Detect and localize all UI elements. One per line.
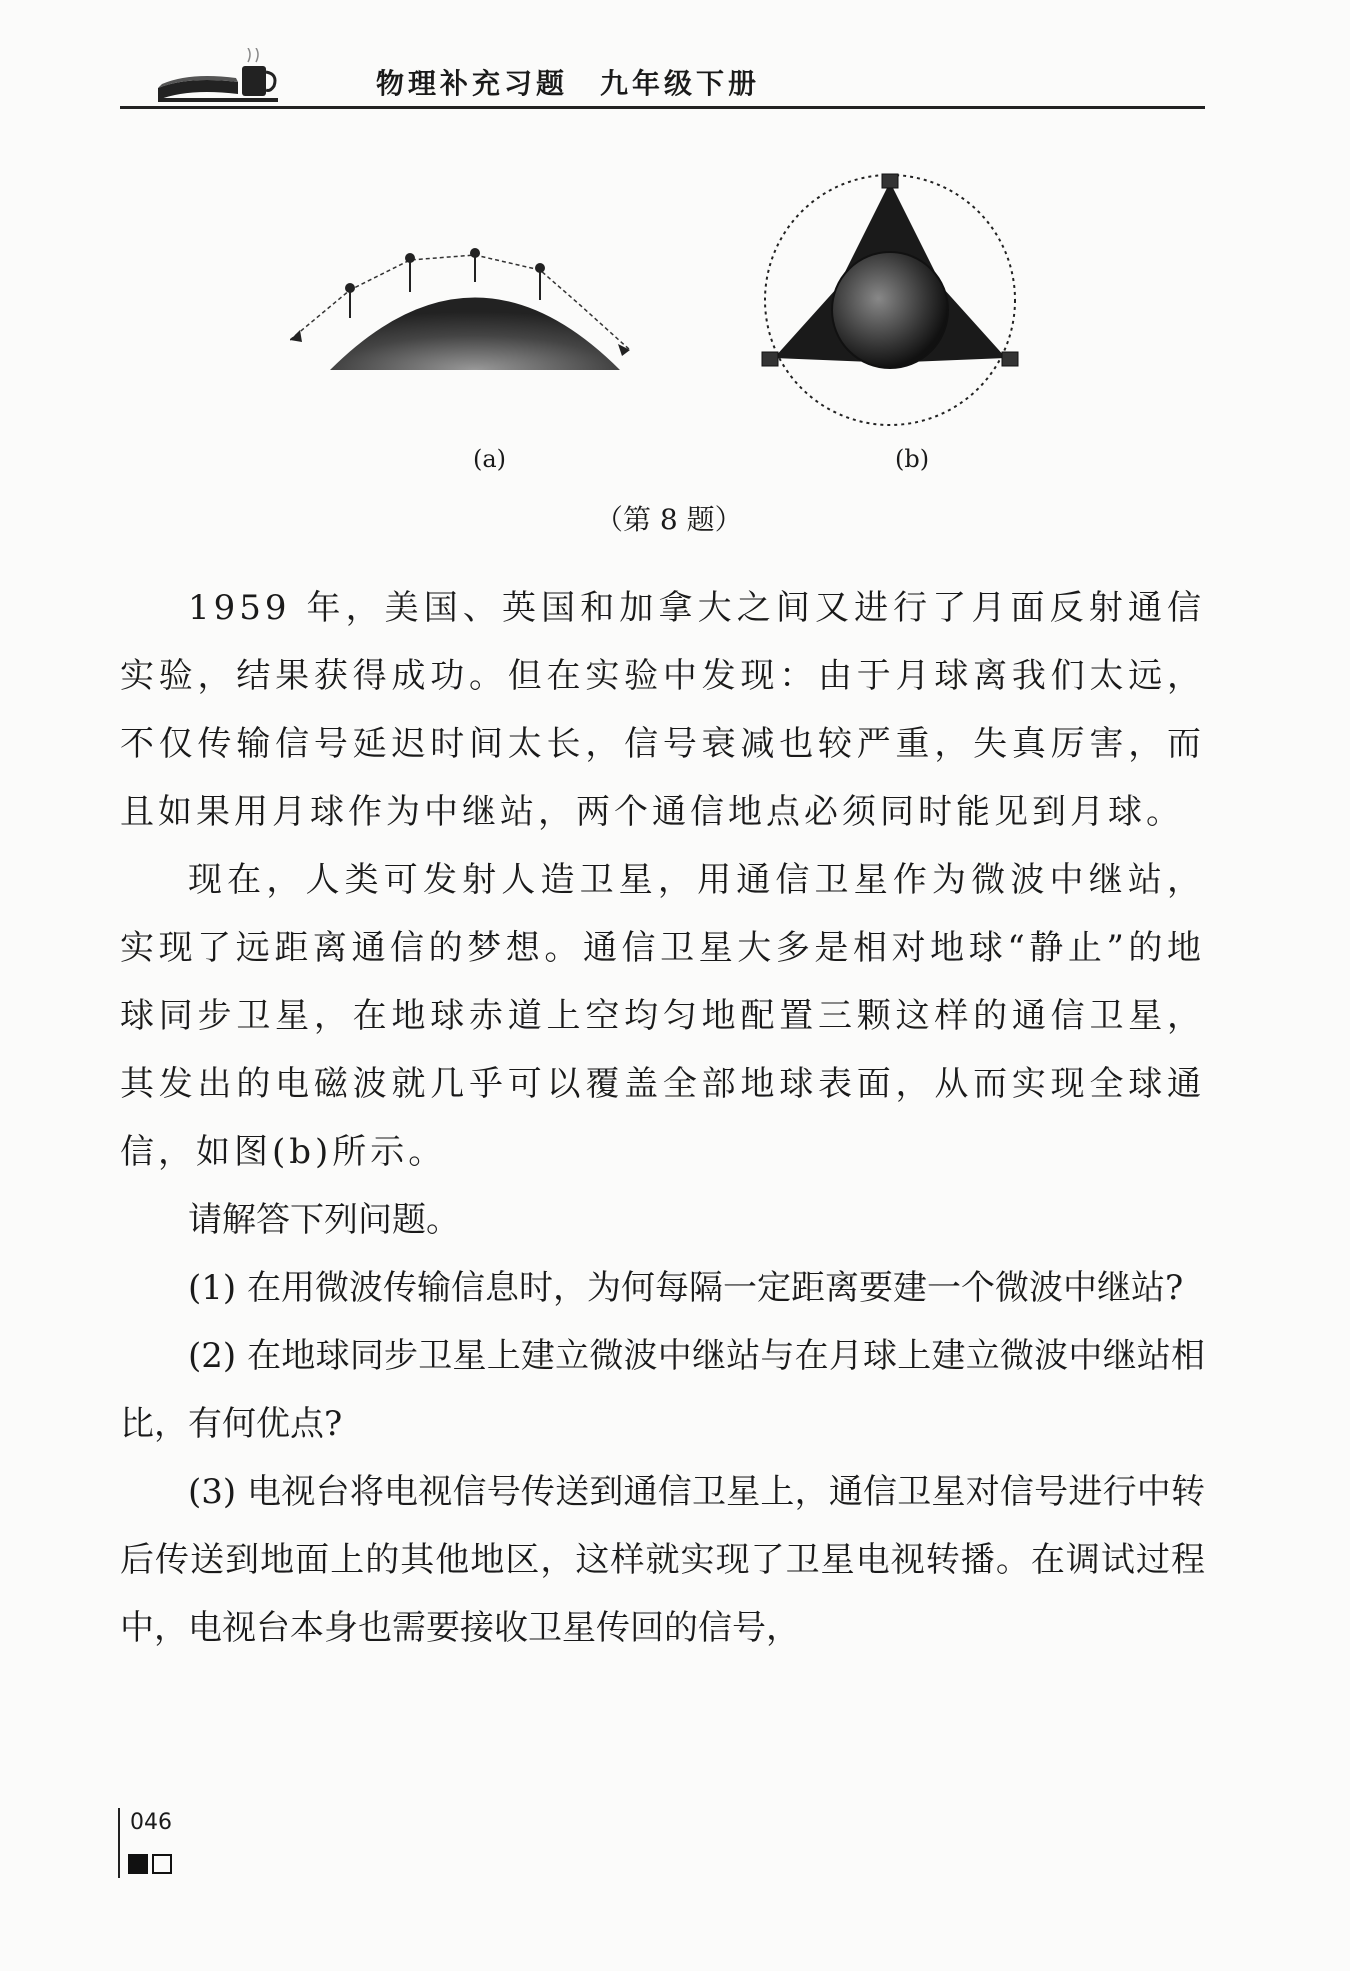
body-text xyxy=(120,574,1205,1662)
header-rule xyxy=(120,106,1205,109)
page-header xyxy=(120,48,1205,110)
figure-caption-main: （第 8 题） xyxy=(595,503,743,536)
figure-group xyxy=(290,170,1050,490)
microwave-relay-earth-icon xyxy=(290,230,660,400)
geostationary-satellites-earth-icon xyxy=(750,170,1030,430)
question-item: (2) 在地球同步卫星上建立微波中继站与在月球上建立微波中继站相比，有何优点? xyxy=(120,1336,1205,1444)
question-item: (1) 在用微波传输信息时，为何每隔一定距离要建一个微波中继站? xyxy=(188,1268,1184,1308)
empty-square-icon xyxy=(152,1854,172,1874)
page-number: 046 xyxy=(130,1810,172,1835)
page-footer xyxy=(118,1808,198,1880)
paragraph: 1959 年，美国、英国和加拿大之间又进行了月面反射通信实验，结果获得成功。但在实验中发现：由于月球离我们太远，不仅传输信号延迟时间太长，信号衰减也较严重，失真厉害，而且如果用月球作为中继站，两个通信地点必须同时能见到月球。 xyxy=(120,588,1205,832)
page-title: 物理补充习题 九年级下册 xyxy=(376,67,761,100)
paragraph: 请解答下列问题。 xyxy=(188,1200,460,1240)
paragraph: 现在，人类可发射人造卫星，用通信卫星作为微波中继站，实现了远距离通信的梦想。通信卫星大多是相对地球“静止”的地球同步卫星，在地球赤道上空均匀地配置三颗这样的通信卫星，其发出的电磁波就几乎可以覆盖全部地球表面，从而实现全球通信，如图(b)所示。 xyxy=(120,860,1205,1172)
question-item: (3) 电视台将电视信号传送到通信卫星上，通信卫星对信号进行中转后传送到地面上的其他地区，这样就实现了卫星电视转播。在调试过程中，电视台本身也需要接收卫星传回的信号， xyxy=(120,1472,1205,1648)
filled-square-icon xyxy=(128,1854,148,1874)
footer-rule xyxy=(118,1808,120,1878)
figure-caption-b: (b) xyxy=(895,445,930,473)
book-and-cup-icon xyxy=(148,48,358,108)
figure-caption-a: (a) xyxy=(473,445,507,473)
